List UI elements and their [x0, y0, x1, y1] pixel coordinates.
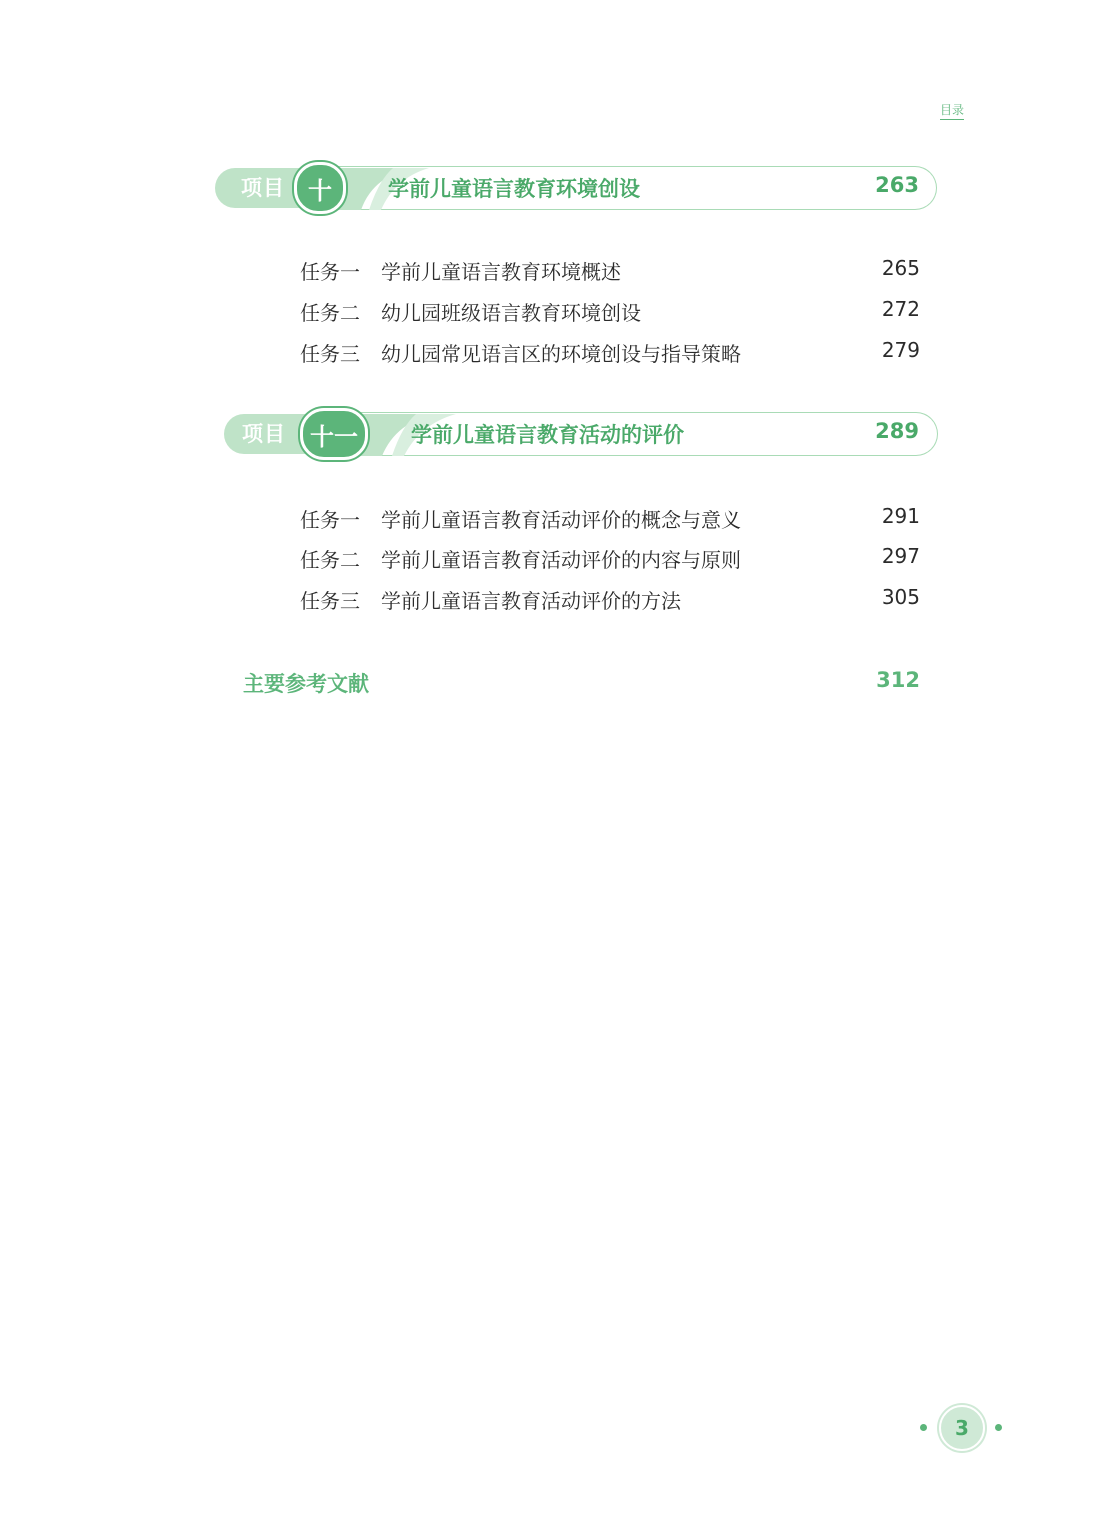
dot-left-icon: [920, 1424, 927, 1431]
task-title: 学前儿童语言教育活动评价的方法: [381, 589, 681, 613]
project-page: 289: [875, 419, 919, 443]
project-prefix: 项目: [241, 176, 285, 200]
task-page: 305: [881, 585, 920, 609]
project-number-badge: 十一: [300, 408, 368, 460]
task-title: 学前儿童语言教育环境概述: [381, 260, 621, 284]
task-row[interactable]: [300, 256, 920, 286]
dot-right-icon: [995, 1424, 1002, 1431]
references-title: 主要参考文献: [243, 672, 369, 696]
task-row[interactable]: [300, 338, 920, 368]
task-row[interactable]: [300, 544, 920, 574]
section-label: 目录: [940, 101, 964, 120]
task-page: 291: [881, 504, 920, 528]
references-page: 312: [876, 668, 920, 692]
task-row[interactable]: [300, 297, 920, 327]
project-number-badge: 十: [294, 162, 346, 214]
page-number-ornament: [918, 1405, 1008, 1451]
task-label: 任务二: [300, 548, 360, 572]
task-label: 任务一: [300, 260, 360, 284]
task-label: 任务二: [300, 301, 360, 325]
task-page: 297: [881, 544, 920, 568]
task-label: 任务三: [300, 589, 360, 613]
references-row[interactable]: [243, 668, 920, 698]
task-label: 任务三: [300, 342, 360, 366]
task-title: 幼儿园常见语言区的环境创设与指导策略: [381, 342, 741, 366]
task-label: 任务一: [300, 508, 360, 532]
project-prefix: 项目: [242, 422, 286, 446]
task-title: 学前儿童语言教育活动评价的内容与原则: [381, 548, 741, 572]
task-row[interactable]: [300, 504, 920, 534]
page-number-circle: [939, 1405, 985, 1451]
task-row[interactable]: [300, 585, 920, 615]
task-page: 265: [881, 256, 920, 280]
task-title: 学前儿童语言教育活动评价的概念与意义: [381, 508, 741, 532]
project-title: 学前儿童语言教育环境创设: [388, 177, 640, 201]
project-title: 学前儿童语言教育活动的评价: [411, 423, 684, 447]
project-heading-10[interactable]: [215, 166, 937, 210]
page-number: 3: [955, 1416, 969, 1440]
project-page: 263: [875, 173, 919, 197]
task-page: 272: [881, 297, 920, 321]
project-heading-11[interactable]: [224, 412, 938, 456]
task-page: 279: [881, 338, 920, 362]
task-title: 幼儿园班级语言教育环境创设: [381, 301, 641, 325]
